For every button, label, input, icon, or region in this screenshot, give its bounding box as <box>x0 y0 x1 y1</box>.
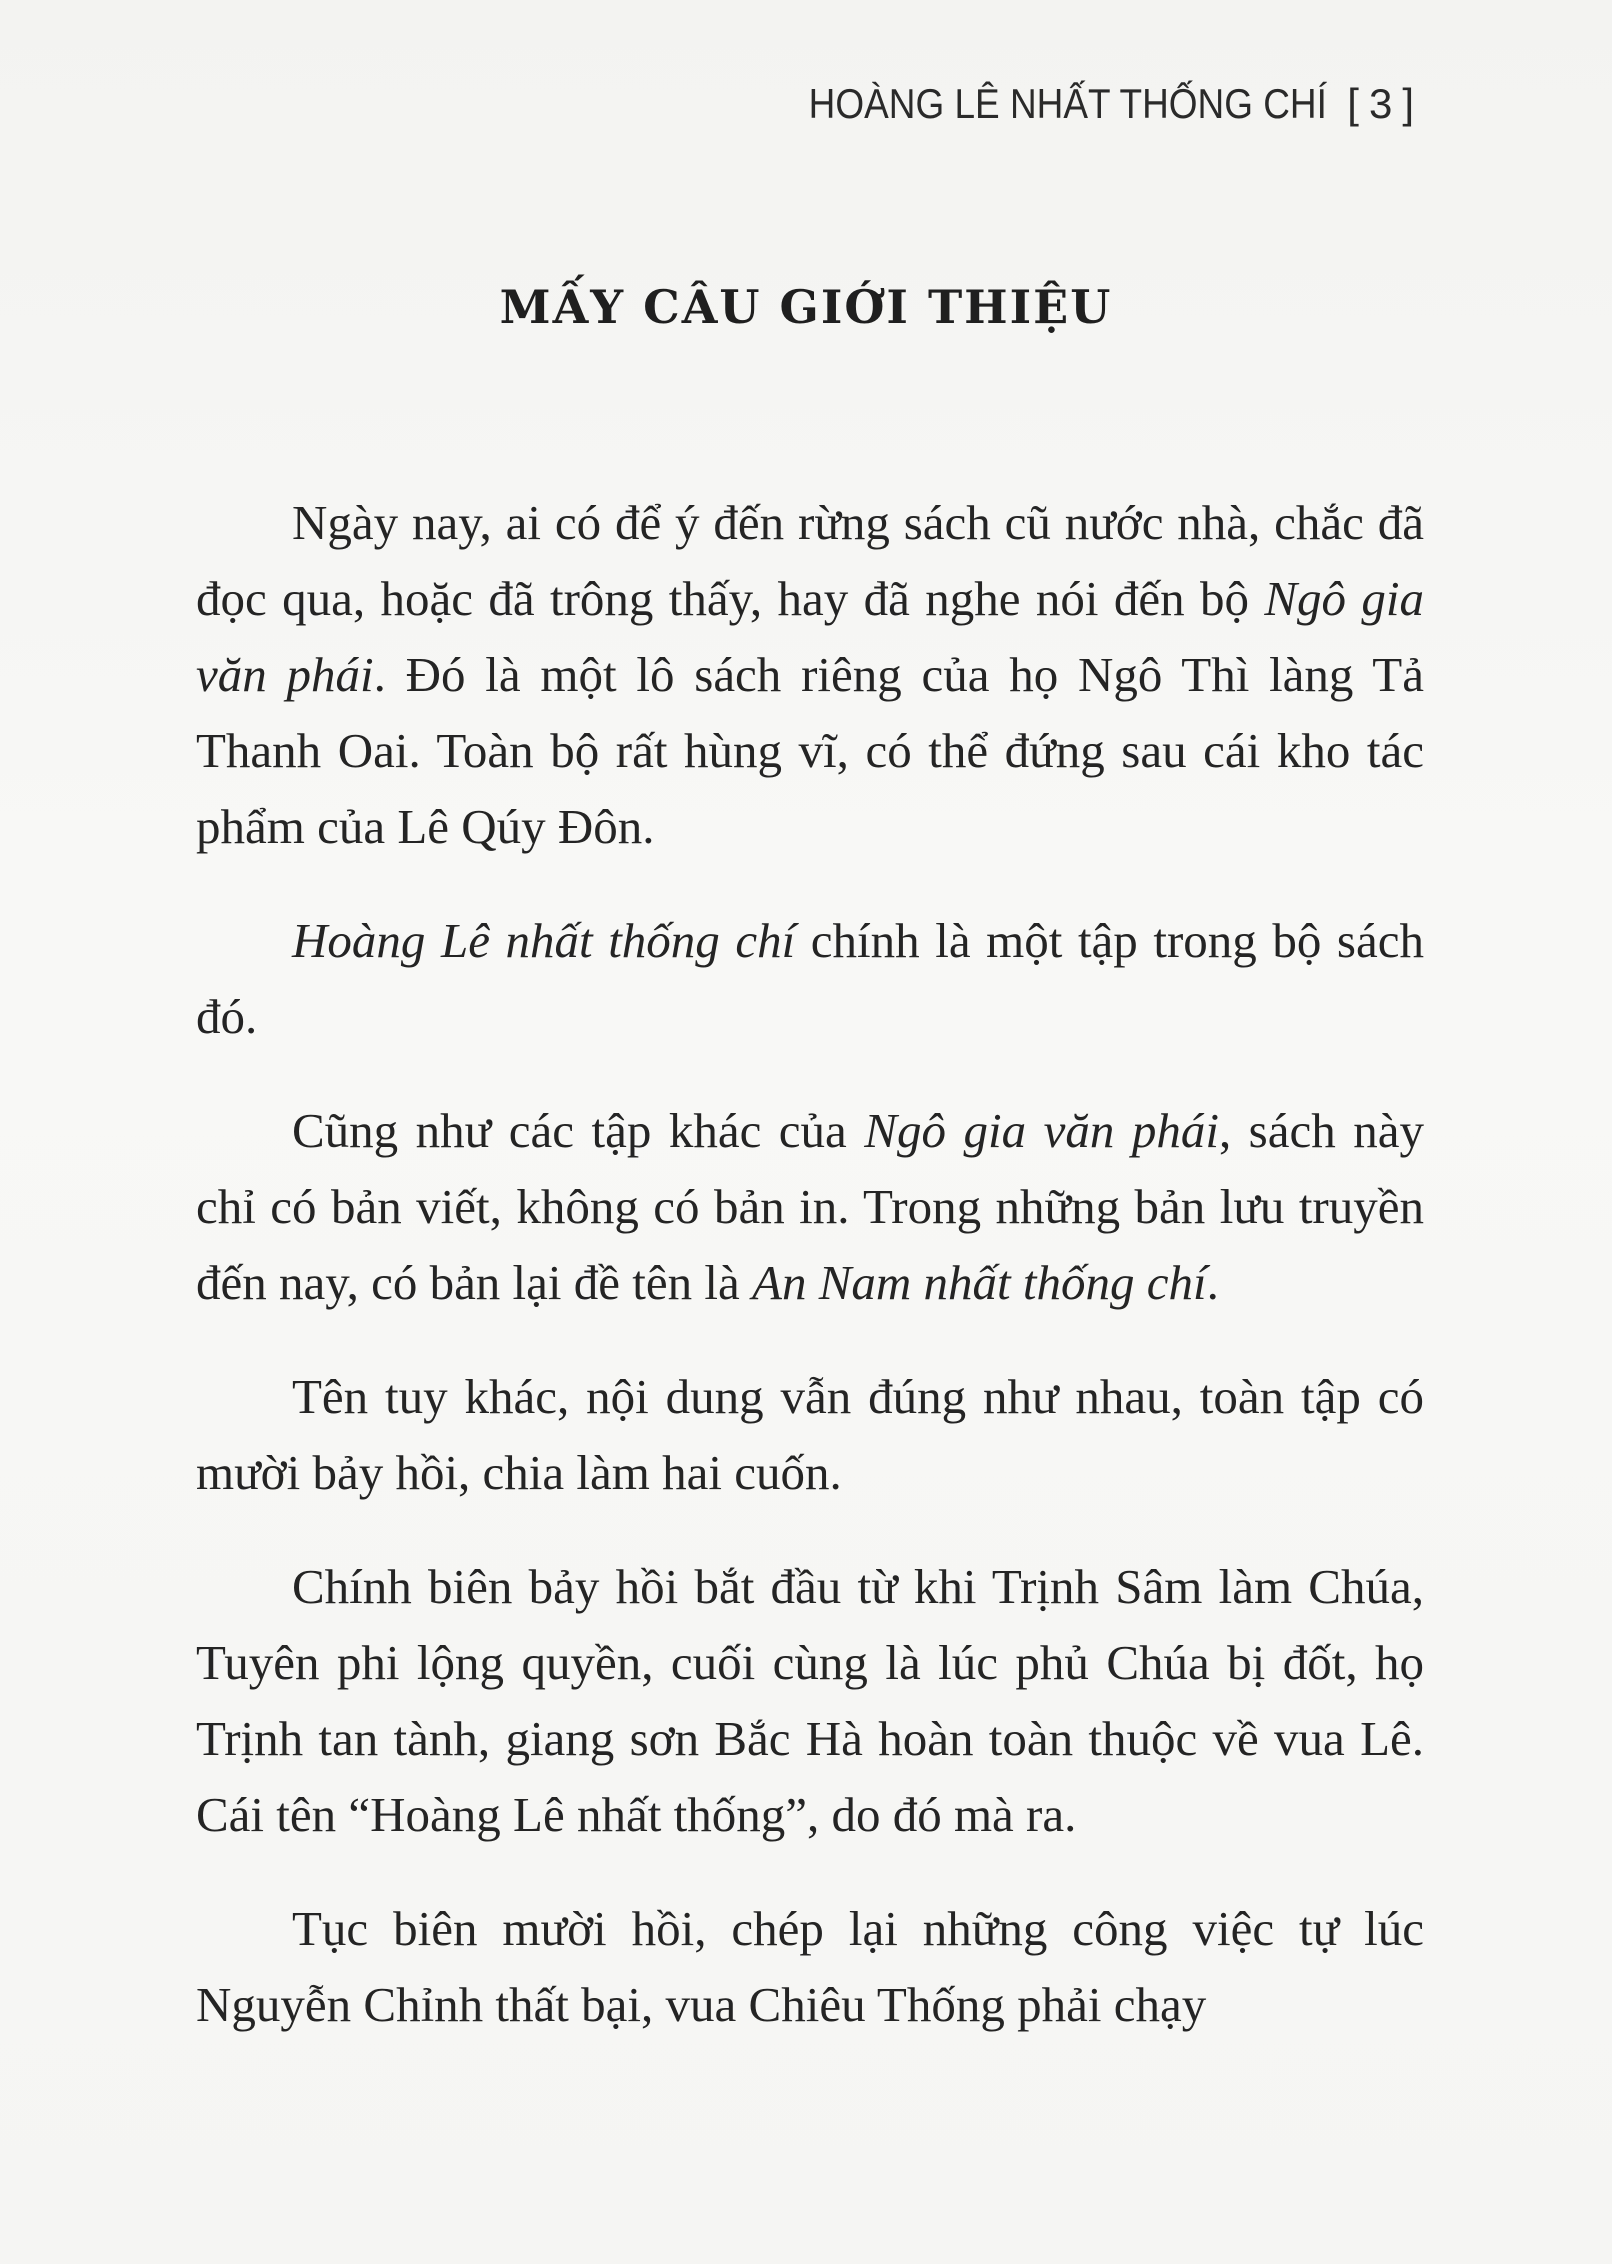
paragraph-1-book-title: Ngô gia văn phái <box>196 571 1425 702</box>
page-number <box>1347 80 1414 128</box>
running-header <box>738 80 1414 128</box>
page-number-bracket-open: [ <box>1347 80 1359 127</box>
running-title: HOÀNG LÊ NHẤT THỐNG CHÍ <box>809 80 1328 127</box>
paragraph-2-text-b: chính là một tập trong bộ sách đó. <box>196 913 1424 1044</box>
paragraph-1-text-a: Ngày nay, ai có để ý đến rừng sách cũ nước nhà, chắc đã đọc qua, hoặc đã trông thấy, hay đã nghe nói đến bộ <box>196 495 1424 626</box>
chapter-title: MẤY CÂU GIỚI THIỆU <box>499 280 1113 334</box>
paragraph-1 <box>196 485 1424 865</box>
paragraph-5: Chính biên bảy hồi bắt đầu từ khi Trịnh Sâm làm Chúa, Tuyên phi lộng quyền, cuối cùng là lúc phủ Chúa bị đốt, họ Trịnh tan tành, giang sơn Bắc Hà hoàn toàn thuộc về vua Lê. Cái tên “Hoàng Lê nhất thống”, do đó mà ra. <box>196 1559 1424 1842</box>
paragraph-3-book-title: Ngô gia văn phái <box>864 1103 1219 1158</box>
paragraph-2 <box>196 903 1424 1055</box>
paragraph-6: Tục biên mười hồi, chép lại những công việc tự lúc Nguyễn Chỉnh thất bại, vua Chiêu Thống phải chạy <box>196 1901 1424 2032</box>
paragraph-3-text-c: , sách này chỉ có bản viết, không có bản in. Trong những bản lưu truyền đến nay, có bản lại đề tên là <box>196 1103 1424 1310</box>
page-number-value: 3 <box>1368 80 1393 127</box>
paragraph-3-text-e: . <box>1206 1255 1219 1310</box>
paragraph-2-book-title: Hoàng Lê nhất thống chí <box>292 913 796 968</box>
body-text <box>196 485 1424 2043</box>
paragraph-3-text-a: Cũng như các tập khác của <box>292 1103 865 1158</box>
paragraph-3-alt-title: An Nam nhất thống chí <box>752 1255 1207 1310</box>
paragraph-4: Tên tuy khác, nội dung vẫn đúng như nhau, toàn tập có mười bảy hồi, chia làm hai cuốn. <box>196 1369 1424 1500</box>
paragraph-1-text-c: . Đó là một lô sách riêng của họ Ngô Thì làng Tả Thanh Oai. Toàn bộ rất hùng vĩ, có thể đứng sau cái kho tác phẩm của Lê Qúy Đôn. <box>196 647 1424 854</box>
paragraph-3 <box>196 1093 1424 1321</box>
page-number-bracket-close: ] <box>1402 80 1414 127</box>
